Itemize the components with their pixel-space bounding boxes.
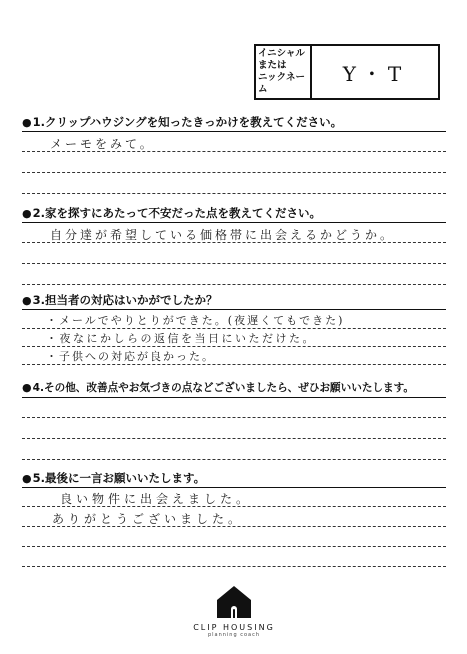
answer-line: ・夜なにかしらの返信を当日にいただけた。 <box>46 332 316 345</box>
answer-rule <box>22 328 446 329</box>
question-title: ●3.担当者の対応はいかがでしたか？ <box>22 293 218 307</box>
initials-box <box>254 44 440 100</box>
clip-housing-logo <box>184 585 284 638</box>
answer-line: ・子供への対応が良かった。 <box>46 350 215 363</box>
answer-rule <box>22 417 446 418</box>
answer-rule <box>22 526 446 527</box>
answer-rule <box>22 506 446 507</box>
answer-rule <box>22 566 446 567</box>
logo-tagline: planning coach <box>207 632 261 638</box>
question-title: ●5.最後に一言お願いいたします。 <box>22 471 206 485</box>
answer-line: ・メールでやりとりができた。(夜遅くてもできた) <box>46 314 345 327</box>
divider <box>22 397 446 398</box>
answer-line: メーモをみて。 <box>50 137 155 151</box>
question-1 <box>22 114 446 151</box>
logo-name: CLIP HOUSING <box>193 623 275 632</box>
divider <box>22 131 446 132</box>
answer-rule <box>22 364 446 365</box>
initials-label-line: または <box>258 60 287 71</box>
answer-rule <box>22 193 446 194</box>
answer-line: 自分達が希望している価格帯に出会えるかどうか。 <box>50 228 396 242</box>
initials-value: Y・T <box>342 61 408 86</box>
question-title: ●2.家を探すにあたって不安だった点を教えてください。 <box>22 206 321 220</box>
bullet-icon: ● <box>22 116 32 129</box>
initials-label <box>256 46 312 98</box>
question-4 <box>22 380 446 396</box>
answer-line: ありがとうございました。 <box>52 512 245 526</box>
answer-rule <box>22 263 446 264</box>
bullet-icon: ● <box>22 472 32 485</box>
answer-rule <box>22 438 446 439</box>
bullet-icon: ● <box>22 381 32 394</box>
answer-rule <box>22 242 446 243</box>
answer-rule <box>22 346 446 347</box>
answer-rule <box>22 546 446 547</box>
divider <box>22 487 446 488</box>
answer-rule <box>22 284 446 285</box>
bullet-icon: ● <box>22 207 32 220</box>
answer-rule <box>22 151 446 152</box>
question-title: ●4.その他、改善点やお気づきの点などございましたら、ぜひお願いいたします。 <box>22 381 414 394</box>
house-icon <box>216 585 252 619</box>
initials-label-line: ム <box>258 84 268 95</box>
divider <box>22 309 446 310</box>
answer-rule <box>22 459 446 460</box>
question-3 <box>22 292 446 363</box>
bullet-icon: ● <box>22 294 32 307</box>
question-2 <box>22 205 446 242</box>
question-title: ●1.クリップハウジングを知ったきっかけを教えてください。 <box>22 115 343 129</box>
answer-rule <box>22 172 446 173</box>
divider <box>22 222 446 223</box>
initials-label-line: イニシャル <box>258 48 305 59</box>
answer-line: 良い物件に出会えました。 <box>60 492 253 506</box>
question-5 <box>22 470 446 526</box>
initials-label-line: ニックネー <box>258 72 306 83</box>
